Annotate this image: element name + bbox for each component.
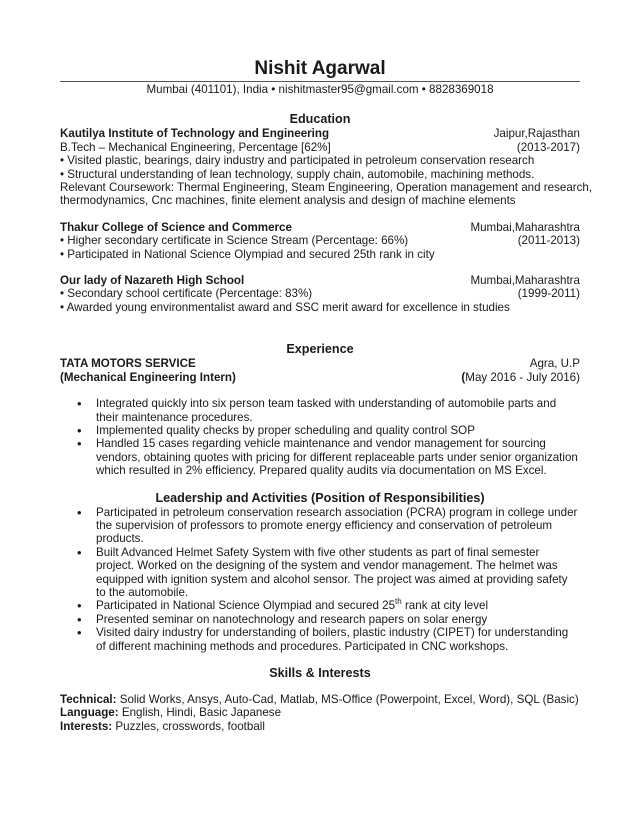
school-location: Jaipur,Rajasthan (493, 127, 580, 141)
school-dates: (2013-2017) (516, 140, 580, 154)
skill-row (60, 706, 580, 719)
education-heading: Education (289, 112, 351, 127)
school-degree: • Secondary school certificate (Percentage: 83%) (60, 287, 313, 301)
company-location: Agra, U.P (529, 357, 580, 371)
skill-label: Interests: (60, 719, 113, 733)
skill-label: Language: (60, 706, 119, 720)
experience-entry (60, 357, 580, 477)
school-location: Mumbai,Maharashtra (470, 274, 580, 288)
school-detail-line: thermodynamics, Cnc machines, finite element analysis and design of machine elements (60, 194, 516, 208)
leadership-bullets (60, 506, 580, 653)
experience-heading: Experience (286, 342, 354, 357)
school-detail-line: • Visited plastic, bearings, dairy industry and participated in petroleum conservation research (60, 154, 535, 168)
school-name: Our lady of Nazareth High School (60, 274, 245, 288)
school-name: Thakur College of Science and Commerce (60, 220, 292, 234)
list-item: • Handled 15 cases regarding vehicle maintenance and vendor management for sourcing vendors, obtaining quotes with pricing for different replaceable parts under senior organization which resulted in 2% efficiency. Prepared quality audits via documentation on MS Excel. (96, 437, 580, 477)
school-detail-line: • Structural understanding of lean technology, supply chain, automobile, machining methods. (60, 167, 535, 181)
school-location: Mumbai,Maharashtra (470, 220, 580, 234)
job-dates-paren: ( (461, 370, 466, 384)
candidate-name: Nishit Agarwal (254, 58, 386, 79)
olympiad-text: Participated in National Science Olympiad and secured 25 (96, 599, 396, 613)
list-item: • Built Advanced Helmet Safety System with five other students as part of final semester project. Worked on the designing of the system and vendor management. The helmet was equipped with ignition system and alcohol sensor. The project was aimed at providing safety to the automobile. (96, 546, 580, 600)
school-degree: B.Tech – Mechanical Engineering, Percentage [62%] (60, 140, 331, 154)
job-dates (461, 371, 580, 384)
list-item: • Participated in petroleum conservation research association (PCRA) program in college under the supervision of professors to promote energy efficiency and conservation of petroleum products. (96, 506, 580, 546)
school-degree: • Higher secondary certificate in Science Stream (Percentage: 66%) (60, 234, 409, 248)
list-item: • Integrated quickly into six person team tasked with understanding of automobile parts and their maintenance procedures. (96, 397, 580, 424)
education-entry (60, 127, 593, 208)
experience-bullets (60, 397, 580, 477)
leadership-heading: Leadership and Activities (Position of Responsibilities) (155, 490, 485, 505)
list-item: • Implemented quality checks by proper scheduling and quality control SOP (96, 424, 580, 437)
company-name: TATA MOTORS SERVICE (60, 357, 196, 371)
education-entry (60, 221, 580, 261)
skill-row (60, 693, 580, 706)
school-dates: (1999-2011) (517, 287, 580, 301)
school-detail-line: Relevant Coursework: Thermal Engineering, Steam Engineering, Operation management and research, (60, 181, 593, 195)
skill-value: Solid Works, Ansys, Auto-Cad, Matlab, MS-Office (Powerpoint, Excel, Word), SQL (Basic) (116, 693, 579, 706)
skill-label: Technical: (60, 693, 117, 706)
skills-list (60, 693, 580, 733)
job-role: (Mechanical Engineering Intern) (60, 370, 236, 384)
skill-row (60, 720, 580, 733)
school-dates: (2011-2013) (517, 234, 580, 248)
school-detail-line: • Participated in National Science Olympiad and secured 25th rank in city (60, 247, 435, 261)
school-name: Kautilya Institute of Technology and Engineering (60, 127, 330, 141)
olympiad-text-end: rank at city level (401, 599, 489, 613)
job-dates-text: May 2016 - July 2016) (465, 370, 580, 384)
list-item: • Presented seminar on nanotechnology and research papers on solar energy (96, 613, 580, 626)
ordinal-suffix: th (395, 597, 402, 607)
contact-line: Mumbai (401101), India • nishitmaster95@gmail.com • 8828369018 (60, 81, 580, 96)
education-entry (60, 274, 580, 314)
list-item: • Visited dairy industry for understanding of boilers, plastic industry (CIPET) for understanding of different machining methods and procedures. Participated in CNC workshops. (96, 626, 580, 653)
list-item (96, 599, 580, 612)
school-detail-line: • Awarded young environmentalist award and SSC merit award for excellence in studies (60, 300, 510, 314)
skill-value: English, Hindi, Basic Japanese (118, 706, 282, 720)
skill-value: Puzzles, crosswords, football (112, 719, 265, 733)
skills-heading: Skills & Interests (269, 666, 371, 680)
